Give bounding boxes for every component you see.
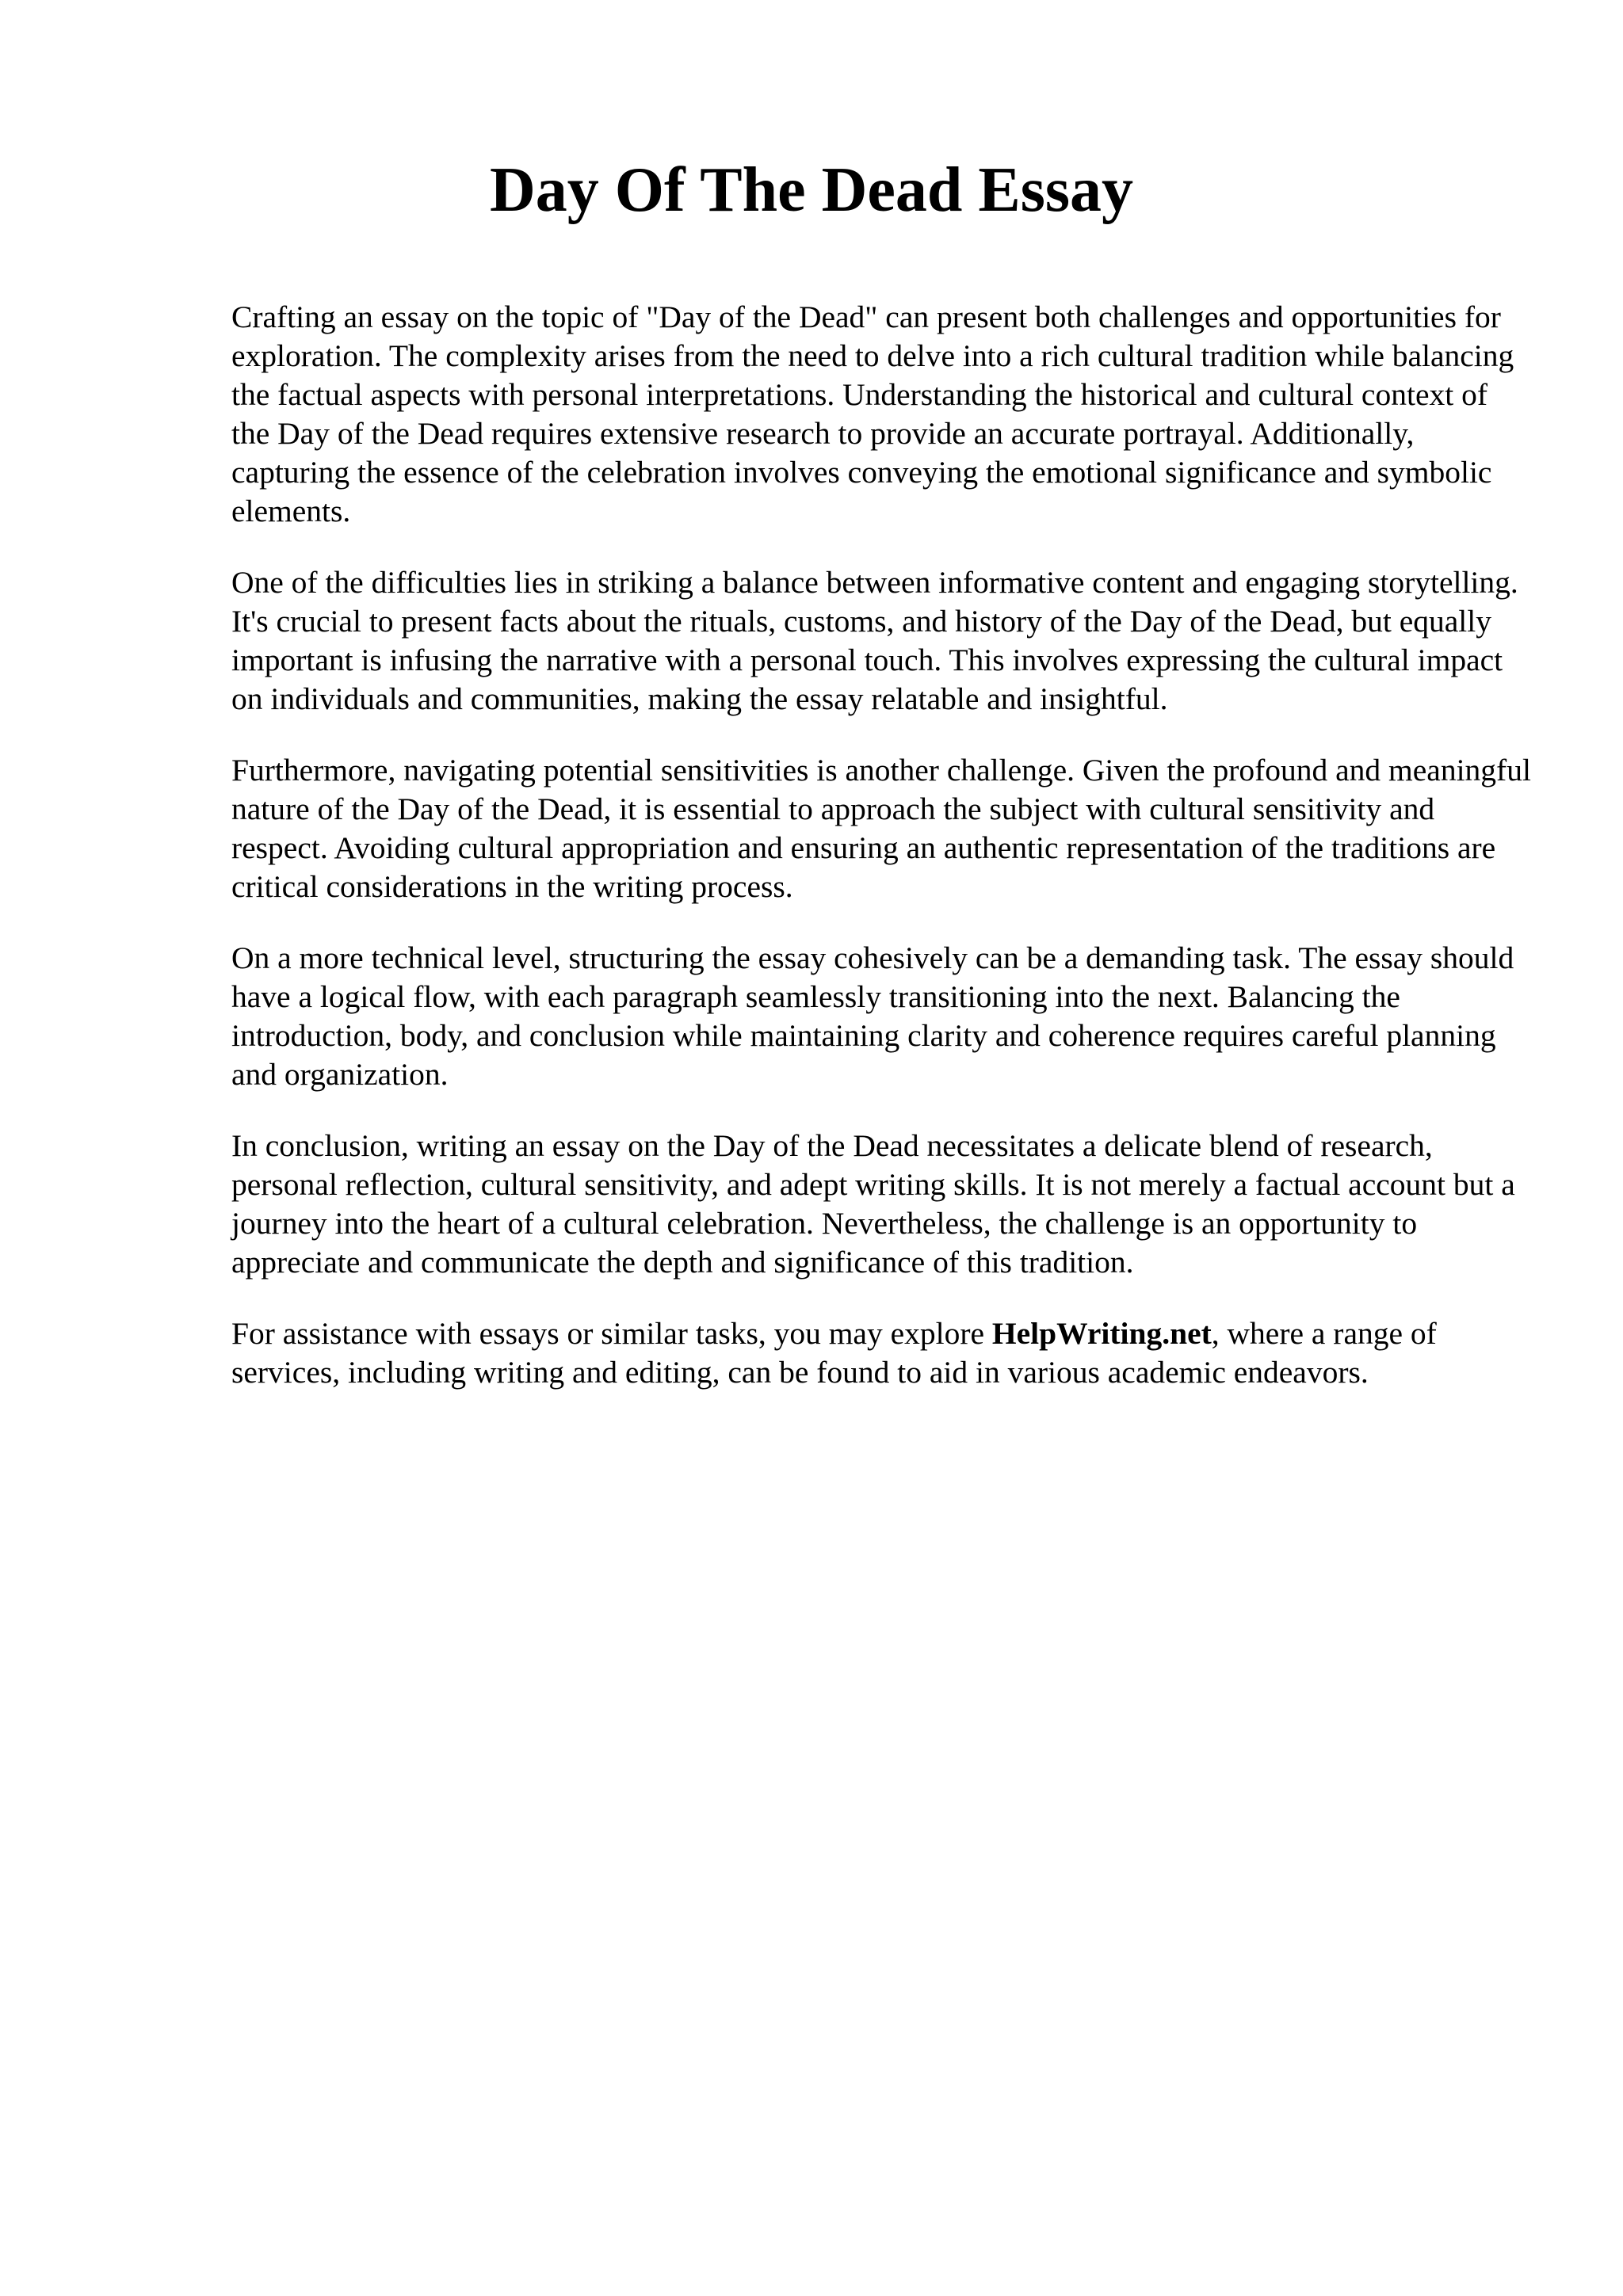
paragraph-closing — [231, 1314, 1531, 1392]
document-title: Day Of The Dead Essay — [490, 155, 1133, 225]
helpwriting-link[interactable]: HelpWriting.net — [991, 1316, 1212, 1351]
closing-text-after: , where a range of services, including writing and editing, can be found to aid in various academic endeavors. — [231, 1316, 1437, 1390]
paragraph-intro: Crafting an essay on the topic of "Day of the Dead" can present both challenges and opportunities for exploration. The complexity arises from the need to delve into a rich cultural tradition while balancing the factual aspects with personal interpretations. Understanding the historical and cultural context of the Day of the Dead requires extensive research to provide an accurate portrayal. Additionally, capturing the essence of the celebration involves conveying the emotional significance and symbolic elements. — [231, 299, 1514, 528]
paragraph-structure: On a more technical level, structuring the essay cohesively can be a demanding task. The essay should have a logical flow, with each paragraph seamlessly transitioning into the next. Balancing the introduction, body, and conclusion while maintaining clarity and coherence requires careful planning and organization. — [231, 940, 1514, 1092]
paragraph-storytelling: One of the difficulties lies in striking a balance between informative content and engaging storytelling. It's crucial to present facts about the rituals, customs, and history of the Day of the Dead, but equally important is infusing the narrative with a personal touch. This involves expressing the cultural impact on individuals and communities, making the essay relatable and insightful. — [231, 565, 1518, 716]
paragraph-sensitivities: Furthermore, navigating potential sensitivities is another challenge. Given the profound and meaningful nature of the Day of the Dead, it is essential to approach the subject with cultural sensitivity and respect. Avoiding cultural appropriation and ensuring an authentic representation of the traditions are critical considerations in the writing process. — [231, 753, 1531, 904]
paragraph-conclusion: In conclusion, writing an essay on the Day of the Dead necessitates a delicate blend of research, personal reflection, cultural sensitivity, and adept writing skills. It is not merely a factual account but a journey into the heart of a cultural celebration. Nevertheless, the challenge is an opportunity to appreciate and communicate the depth and significance of this tradition. — [231, 1128, 1515, 1280]
closing-text-before: For assistance with essays or similar tasks, you may explore — [231, 1316, 992, 1351]
document-body — [231, 298, 1531, 1425]
